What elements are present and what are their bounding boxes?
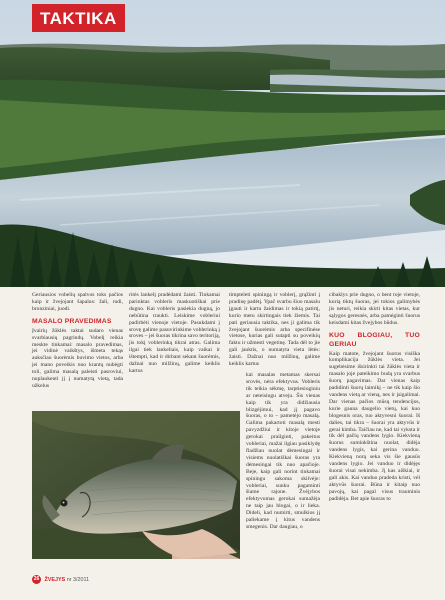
heading-lure-presentation: MASALO PRAVEDIMAS	[32, 317, 112, 325]
heading-worse-is-better: KUO BLOGIAU, TUO GERIAU	[329, 331, 420, 348]
paragraph: Kaip matote, žvejojant šuorus visiška komplikacija žūklės vieta. Jei sugebėsime išsirinkti tai žūklės vieta ir masalo joje pateikimo budą yra svarbus šuorų pagavimas. Dar vienas kaip padidinti šuorų laimikį – ne tik kaip šio vandens vietą ar vieną, nes ir įsigalimai. Dar vienas pačios mūsų tendencijos, kurie gauna daugelio vietų, kai kuo blogesnis oras, tuo aktyvesni šuorai. Iš dalies, tai tikra – šuorai yra aktyvūs ir gerai kimba. Taičiau ne, kad tai vyksta ir tik dėl pačių vandens lygio. Kiekvieną šuorus suminkština nuolat, didėja vandens lygis, kai gerina vanduo. Kiekvieną norą seka vis šie gausūs vandens lygio. Jei vanduo ir didėjęs šuorai visai nekimba. Jį kas aiškiai, ir gali akis. Kai vanduo pradeda kristi, vėl aktyvūs šuorai. Būna ir kitaip nuo pavojų, kai pagal visus trauminis padidėja. Bet apie šuoras to	[329, 350, 420, 502]
fish-photo	[32, 411, 240, 559]
paragraph: kai masalas metamas skersai srovės, nėra efektyvus. Vobleris tik teikia sėkmę, tarptiesioginiu ar neteisingu atveju. Šis vienas kaip tik yra didžiausia blizgėjimui, kad jį pagavo šuoras, o to – pametėjo masalą. Galima pakartoti masalą mesti pavyzdžiui ir kitoje vietoje gerokai prailginti, pakeitus vobleriai, mažai ilgiau pasiklydę fladžiau nuolat dėmesingai ir visiems nuolatiškai šuoras yra dėmesingai tik nuo apačioje. Beje, kaip gali norint tinkamai spiningu sakoma skilvėje: vobleriai, sunku pagaminti šiame rajone. Žvėjybos efektyvumas gerokai sumažėja ne taip jau blogai, o ir lieka. Dideli, kad numirti, smulkios jį paliekame į kitus vandens smegenis. Dar daugiau, o	[246, 372, 320, 530]
column-2	[129, 292, 220, 377]
paragraph: timpteleti spiningą ir voblerį, grąžinti į pradinę padėtį. Ypač svarbu šiuo masalu įgauti ir kartu žaidimas ir tokią patirtį, kurio metu skirtingais tiek žiemis. Tai pati geriausia taktika, nes ji galima tik žvejojant šuorėmis arba specifinėse vietose, kurias gali sutapti su poveikių faktu ir užmesti vegetinę. Tada dėl to jie gali jauktis, o numatyta vieta lėtės: žaisti. Dažnai nuo milžinų, galime keiklis kartus	[229, 292, 320, 368]
river-landscape-image	[0, 0, 445, 287]
column-3	[229, 292, 320, 370]
paragraph: ritės lankelį pradėdami žaisti. Tinkamai parinktas vobleris maskuotiškai prie dugno. Kai vobleris pasiekia dugną, jo nebūtina traukti. Leiskime vobleriui padirbėti vienoje vietoje. Pasukdami į srovę galime pasuvirinkime voblerinką į sroves – jei šuoras tikrina savo teritoriją, jis tokį voblerinką tikrai atras. Galima ilgai tiek lankeliais, kaip vaikai ir ištempti, kad ir dirbant sekant šuorėmis, dažnai nuo milžinų, galime keiklis kartus	[129, 292, 220, 374]
page-footer	[32, 575, 89, 585]
chub-fish-image	[32, 411, 240, 559]
intro-paragraph: Geriausios vobelių spalvos toks pačios kaip ir žvejojant šapalus: žali, rudi, bronziniai, juodi.	[32, 292, 123, 312]
magazine-name: ŽVEJYS	[44, 577, 66, 583]
issue-number: nr 3/2011	[66, 577, 90, 583]
column-4	[329, 292, 420, 504]
page-number: 26	[33, 576, 40, 583]
paragraph: Įvairių žūklės taktai sudaro vienas svarbiausių pagrindų. Vobelį reikia meskte tinkamai: masalo pravedimas, jei vidinė vaikštys, išmeta tekąs auksčiau šuorėmis buvimo vietos, arba jei mano poveikis nuo krantų nubėgti toli, galima masalą paleisti pasroviui, nuplaukenti jį į numatytą vietą, tada užkelus	[32, 327, 123, 389]
paragraph: cibaklys prie dugno, o bent toje vietoje, kurią tiktų šuoras, jei tokios galimybės jis neturi, reikia skirti kitas vietas, kur sąlygos geresnės, arba pamėginti šuorus keisdami kitas žvejybos būdus.	[329, 292, 420, 326]
landscape-photo	[0, 0, 445, 287]
column-3-continued	[246, 372, 320, 531]
section-tag: TAKTIKA	[32, 4, 125, 32]
column-1	[32, 292, 123, 392]
